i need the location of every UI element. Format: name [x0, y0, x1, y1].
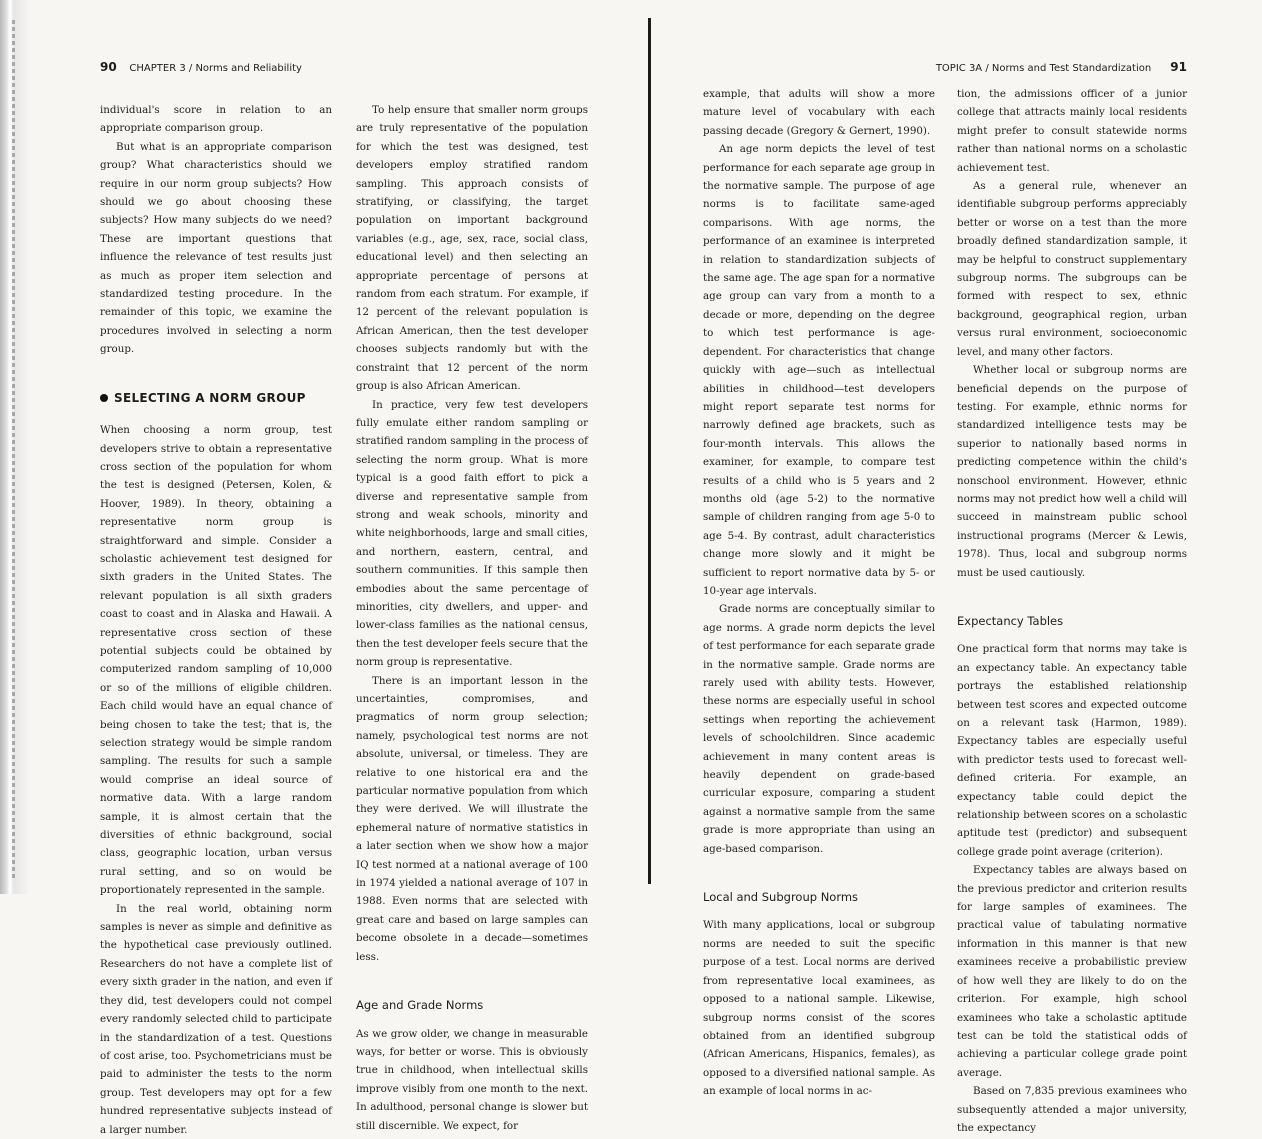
paragraph: There is an important lesson in the uncertainties, compromises, and pragmatics of norm group selection; namely, psychological test norms are not absolute, universal, or timeless. They are relative to one historical era and the particular normative population from which they were derived. We will illustrate the ephemeral nature of normative statistics in a later section when we show how a major IQ test normed at a national average of 100 in 1974 yielded a national average of 107 in 1988. Even norms that are selected with great care and based on large samples can become obsolete in a decade—sometimes less.: [356, 674, 588, 963]
left-page-column-1: [100, 101, 332, 1139]
subsection-heading-expectancy-tables: Expectancy Tables: [957, 613, 1064, 628]
paragraph: Based on 7,835 previous examinees who subsequently attended a major university, the expectancy: [957, 1085, 1187, 1134]
right-page-number: 91: [1170, 60, 1187, 74]
paragraph: tion, the admissions officer of a junior college that attracts mainly local residents might prefer to consult statewide norms rather than national norms on a scholastic achievement test.: [957, 88, 1187, 174]
left-page-header: [100, 60, 302, 74]
paragraph: When choosing a norm group, test developers strive to obtain a representative cross section of the population for whom the test is designed (Petersen, Kolen, & Hoover, 1989). In theory, obtaining a representative norm group is straightforward and simple. Consider a scholastic achievement test designed for sixth graders in the United States. The relevant population is all sixth graders coast to coast and in Alaska and Hawaii. A representative cross section of these potential subjects could be obtained by computerized random sampling of 10,000 or so of the millions of eligible children. Each child would have an equal chance of being chosen to take the test; that is, the selection strategy would be simple random sampling. The results for such a sample would comprise an ideal source of normative data. With a large random sample, it is almost certain that the diversities of ethnic background, social class, geographic location, urban versus rural setting, and so on would be proportionately represented in the sample.: [100, 424, 332, 897]
paragraph: One practical form that norms may take is an expectancy table. An expectancy table portrays the established relationship between test scores and expected outcome on a relevant task (Harmon, 1989). Expectancy tables are especially useful with predictor tests used to forecast well-defined criteria. For example, an expectancy table could depict the relationship between scores on a scholastic aptitude test (predictor) and subsequent college grade point average (criterion).: [957, 643, 1187, 858]
paragraph: An age norm depicts the level of test performance for each separate age group in the normative sample. The purpose of age norms is to facilitate same-aged comparisons. With age norms, the performance of an examinee is interpreted in relation to standardization subjects of the same age. The age span for a normative age group can vary from a month to a decade or more, depending on the degree to which test performance is age-dependent. For characteristics that change quickly with age—such as intellectual abilities in childhood—test developers might report separate test norms for narrowly defined age brackets, such as four-month intervals. This allows the examiner, for example, to compare test results of a child who is 5 years and 2 months old (age 5-2) to the normative sample of children ranging from age 5-0 to age 5-4. By contrast, adult characteristics change more slowly and it might be sufficient to report normative data by 5- or 10-year age intervals.: [703, 143, 935, 597]
paragraph: In the real world, obtaining norm samples is never as simple and definitive as the hypothetical case previously outlined. Researchers do not have a complete list of every sixth grader in the nation, and even if they did, test developers could not compel every randomly selected child to participate in the standardization of a test. Questions of cost arise, too. Psychometricians must be paid to administer the tests to the norm group. Test developers may opt for a few hundred representative subjects instead of a larger number.: [100, 902, 332, 1136]
paragraph: Expectancy tables are always based on the previous predictor and criterion results for large samples of examinees. The practical value of tabulating normative information in this manner is that new examinees receive a probabilistic preview of how well they are likely to do on the criterion. For example, high school examinees who take a scholastic aptitude test can be told the statistical odds of achieving a particular college grade point average.: [957, 864, 1187, 1079]
paragraph: As a general rule, whenever an identifiable subgroup performs appreciably better or worse on a test than the more broadly defined standardization sample, it may be helpful to construct supplementary subgroup norms. The subgroups can be formed with respect to sex, ethnic background, geographical region, urban versus rural environment, socioeconomic level, and many other factors.: [957, 180, 1187, 358]
left-page-column-2: [356, 101, 588, 1135]
paragraph: To help ensure that smaller norm groups are truly representative of the population for which the test was designed, test developers employ stratified random sampling. This approach consists of stratifying, or classifying, the target population on important background variables (e.g., age, sex, race, social class, educational level) and then selecting an appropriate percentage of persons at random from each stratum. For example, if 12 percent of the relevant population is African American, then the test developer chooses subjects randomly but with the constraint that 12 percent of the norm group is also African American.: [356, 104, 588, 393]
paragraph: But what is an appropriate comparison group? What characteristics should we require in our norm group subjects? How should we go about choosing these subjects? How many subjects do we need? These are important questions that influence the relevance of test results just as much as proper item selection and standardized testing procedure. In the remainder of this topic, we examine the procedures involved in selecting a norm group.: [100, 140, 332, 356]
paragraph: Whether local or subgroup norms are beneficial depends on the purpose of testing. For example, ethnic norms for standardized intelligence tests may be superior to nationally based norms in predicting competence within the child's nonschool environment. However, ethnic norms may not predict how well a child will succeed in mainstream public school instructional programs (Mercer & Lewis, 1978). Thus, local and subgroup norms must be used cautiously.: [957, 364, 1187, 579]
paragraph: individual's score in relation to an appropriate comparison group.: [100, 104, 332, 135]
right-page-header: [936, 60, 1187, 74]
left-running-head: CHAPTER 3 / Norms and Reliability: [129, 63, 302, 74]
page-gutter-divider: [648, 18, 651, 884]
paragraph: With many applications, local or subgroup norms are needed to suit the specific purpose of a test. Local norms are derived from representative local examinees, as opposed to a national sample. Likewise, subgroup norms consist of the scores obtained from an identified subgroup (African Americans, Hispanics, females), as opposed to a diversified national sample. As an example of local norms in ac-: [703, 919, 935, 1098]
right-page-column-2: [957, 85, 1187, 1137]
subsection-heading-age-grade-norms: Age and Grade Norms: [356, 998, 484, 1013]
paragraph: example, that adults will show a more mature level of vocabulary with each passing decade (Gregory & Gernert, 1990).: [703, 88, 935, 137]
paragraph: As we grow older, we change in measurable ways, for better or worse. This is obviously true in childhood, when intellectual skills improve visibly from one month to the next. In adulthood, personal change is slower but still discernible. We expect, for: [356, 1027, 588, 1132]
heading-text: SELECTING A NORM GROUP: [114, 390, 306, 405]
paragraph: In practice, very few test developers fully emulate either random sampling or stratified random sampling in the process of selecting the norm group. What is more typical is a good faith effort to pick a diverse and representative sample from strong and weak schools, minority and white neighborhoods, large and small cities, and northern, eastern, central, and southern communities. If this sample then embodies about the same percentage of minorities, city dwellers, and upper- and lower-class families as the national census, then the test developer feels secure that the norm group is representative.: [356, 398, 588, 669]
left-page-number: 90: [100, 60, 117, 74]
paragraph: Grade norms are conceptually similar to age norms. A grade norm depicts the level of test performance for each separate grade in the normative sample. Grade norms are rarely used with ability tests. However, these norms are especially useful in school settings when reporting the achievement levels of schoolchildren. Since academic achievement in many content areas is heavily dependent on grade-based curricular exposure, comparing a student against a normative sample from the same grade is more appropriate than using an age-based comparison.: [703, 603, 935, 855]
section-heading-selecting-norm-group: [100, 389, 332, 407]
book-spine-edge: [0, 0, 30, 894]
right-page-column-1: [703, 85, 935, 1101]
right-running-head: TOPIC 3A / Norms and Test Standardization: [935, 63, 1152, 74]
bullet-icon: [100, 394, 108, 402]
subsection-heading-local-subgroup-norms: Local and Subgroup Norms: [703, 890, 859, 905]
